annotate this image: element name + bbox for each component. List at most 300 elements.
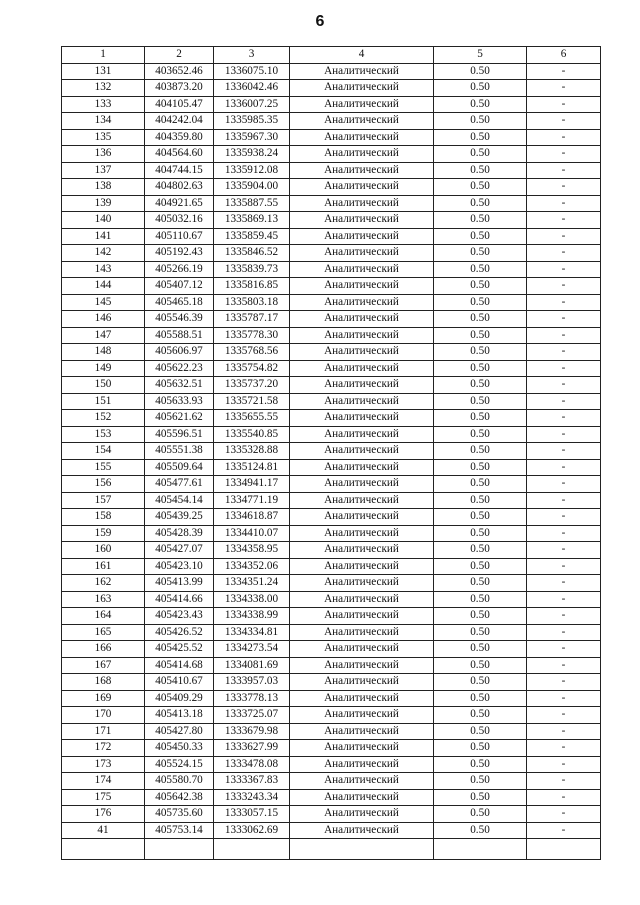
cell-y-coordinate: 1335912.08 (214, 162, 290, 179)
cell-x-coordinate: 403873.20 (145, 80, 214, 97)
cell-point-number: 165 (62, 624, 145, 641)
table-row (62, 195, 601, 212)
cell-y-coordinate: 1335887.55 (214, 195, 290, 212)
cell-x-coordinate: 405642.38 (145, 789, 214, 806)
table-body (62, 63, 601, 860)
empty-cell (434, 839, 527, 860)
cell-point-number: 144 (62, 278, 145, 295)
table-row (62, 443, 601, 460)
table-row (62, 245, 601, 262)
cell-x-coordinate: 405509.64 (145, 459, 214, 476)
cell-point-number: 138 (62, 179, 145, 196)
cell-description: - (527, 410, 601, 427)
cell-point-number: 160 (62, 542, 145, 559)
cell-description: - (527, 789, 601, 806)
cell-method: Аналитический (290, 822, 434, 839)
table-row (62, 624, 601, 641)
cell-description: - (527, 443, 601, 460)
empty-row (62, 839, 601, 860)
cell-x-coordinate: 404242.04 (145, 113, 214, 130)
cell-accuracy: 0.50 (434, 624, 527, 641)
table-row (62, 509, 601, 526)
empty-cell (62, 839, 145, 860)
cell-x-coordinate: 405753.14 (145, 822, 214, 839)
cell-point-number: 167 (62, 657, 145, 674)
cell-description: - (527, 393, 601, 410)
cell-x-coordinate: 405414.68 (145, 657, 214, 674)
cell-method: Аналитический (290, 146, 434, 163)
table-row (62, 690, 601, 707)
table-row (62, 806, 601, 823)
cell-method: Аналитический (290, 558, 434, 575)
cell-y-coordinate: 1334273.54 (214, 641, 290, 658)
cell-method: Аналитический (290, 294, 434, 311)
cell-description: - (527, 294, 601, 311)
cell-y-coordinate: 1334618.87 (214, 509, 290, 526)
cell-x-coordinate: 405580.70 (145, 773, 214, 790)
table-row (62, 740, 601, 757)
table-row (62, 278, 601, 295)
cell-method: Аналитический (290, 195, 434, 212)
cell-point-number: 149 (62, 360, 145, 377)
cell-accuracy: 0.50 (434, 773, 527, 790)
cell-description: - (527, 146, 601, 163)
cell-description: - (527, 63, 601, 80)
cell-point-number: 137 (62, 162, 145, 179)
cell-x-coordinate: 405192.43 (145, 245, 214, 262)
cell-x-coordinate: 405266.19 (145, 261, 214, 278)
table-row (62, 822, 601, 839)
cell-x-coordinate: 405427.80 (145, 723, 214, 740)
cell-accuracy: 0.50 (434, 278, 527, 295)
table-row (62, 327, 601, 344)
cell-point-number: 134 (62, 113, 145, 130)
table-row (62, 426, 601, 443)
empty-cell (214, 839, 290, 860)
cell-point-number: 173 (62, 756, 145, 773)
cell-description: - (527, 641, 601, 658)
cell-x-coordinate: 405551.38 (145, 443, 214, 460)
header-cell-point: 1 (62, 47, 145, 64)
cell-x-coordinate: 405632.51 (145, 377, 214, 394)
cell-description: - (527, 113, 601, 130)
cell-x-coordinate: 405524.15 (145, 756, 214, 773)
cell-accuracy: 0.50 (434, 245, 527, 262)
cell-y-coordinate: 1333367.83 (214, 773, 290, 790)
cell-description: - (527, 96, 601, 113)
cell-description: - (527, 179, 601, 196)
cell-accuracy: 0.50 (434, 674, 527, 691)
cell-description: - (527, 129, 601, 146)
cell-y-coordinate: 1333062.69 (214, 822, 290, 839)
cell-x-coordinate: 405410.67 (145, 674, 214, 691)
cell-method: Аналитический (290, 773, 434, 790)
cell-y-coordinate: 1335816.85 (214, 278, 290, 295)
cell-method: Аналитический (290, 228, 434, 245)
cell-method: Аналитический (290, 459, 434, 476)
cell-accuracy: 0.50 (434, 113, 527, 130)
cell-y-coordinate: 1335859.45 (214, 228, 290, 245)
cell-accuracy: 0.50 (434, 756, 527, 773)
cell-point-number: 147 (62, 327, 145, 344)
cell-y-coordinate: 1335655.55 (214, 410, 290, 427)
cell-accuracy: 0.50 (434, 294, 527, 311)
cell-method: Аналитический (290, 575, 434, 592)
table-row (62, 591, 601, 608)
cell-description: - (527, 723, 601, 740)
table-row (62, 311, 601, 328)
cell-method: Аналитический (290, 344, 434, 361)
cell-x-coordinate: 404359.80 (145, 129, 214, 146)
cell-x-coordinate: 405454.14 (145, 492, 214, 509)
cell-y-coordinate: 1334338.99 (214, 608, 290, 625)
cell-accuracy: 0.50 (434, 410, 527, 427)
cell-accuracy: 0.50 (434, 80, 527, 97)
cell-description: - (527, 492, 601, 509)
cell-point-number: 175 (62, 789, 145, 806)
cell-description: - (527, 822, 601, 839)
cell-accuracy: 0.50 (434, 162, 527, 179)
cell-description: - (527, 245, 601, 262)
cell-accuracy: 0.50 (434, 641, 527, 658)
cell-description: - (527, 806, 601, 823)
cell-y-coordinate: 1334338.00 (214, 591, 290, 608)
cell-accuracy: 0.50 (434, 509, 527, 526)
cell-method: Аналитический (290, 113, 434, 130)
cell-x-coordinate: 405427.07 (145, 542, 214, 559)
cell-accuracy: 0.50 (434, 146, 527, 163)
cell-description: - (527, 756, 601, 773)
cell-point-number: 141 (62, 228, 145, 245)
cell-x-coordinate: 405546.39 (145, 311, 214, 328)
cell-accuracy: 0.50 (434, 377, 527, 394)
cell-accuracy: 0.50 (434, 575, 527, 592)
cell-x-coordinate: 405413.99 (145, 575, 214, 592)
table-row (62, 294, 601, 311)
cell-method: Аналитический (290, 443, 434, 460)
cell-y-coordinate: 1335967.30 (214, 129, 290, 146)
table-row (62, 228, 601, 245)
cell-point-number: 41 (62, 822, 145, 839)
cell-method: Аналитический (290, 96, 434, 113)
coordinates-table (61, 46, 601, 860)
cell-y-coordinate: 1335803.18 (214, 294, 290, 311)
table-row (62, 96, 601, 113)
cell-x-coordinate: 405606.97 (145, 344, 214, 361)
cell-accuracy: 0.50 (434, 525, 527, 542)
cell-point-number: 142 (62, 245, 145, 262)
cell-y-coordinate: 1335721.58 (214, 393, 290, 410)
cell-accuracy: 0.50 (434, 344, 527, 361)
cell-accuracy: 0.50 (434, 96, 527, 113)
cell-description: - (527, 80, 601, 97)
cell-x-coordinate: 404744.15 (145, 162, 214, 179)
cell-description: - (527, 624, 601, 641)
cell-point-number: 156 (62, 476, 145, 493)
cell-method: Аналитический (290, 360, 434, 377)
cell-x-coordinate: 405622.23 (145, 360, 214, 377)
cell-y-coordinate: 1333778.13 (214, 690, 290, 707)
cell-point-number: 162 (62, 575, 145, 592)
cell-description: - (527, 212, 601, 229)
cell-y-coordinate: 1335328.88 (214, 443, 290, 460)
cell-point-number: 152 (62, 410, 145, 427)
cell-x-coordinate: 404921.65 (145, 195, 214, 212)
cell-method: Аналитический (290, 674, 434, 691)
table-row (62, 789, 601, 806)
header-cell-method: 4 (290, 47, 434, 64)
cell-y-coordinate: 1335839.73 (214, 261, 290, 278)
cell-point-number: 143 (62, 261, 145, 278)
table-row (62, 773, 601, 790)
cell-y-coordinate: 1334352.06 (214, 558, 290, 575)
cell-y-coordinate: 1334351.24 (214, 575, 290, 592)
cell-description: - (527, 311, 601, 328)
header-cell-y: 3 (214, 47, 290, 64)
table-row (62, 723, 601, 740)
cell-x-coordinate: 405465.18 (145, 294, 214, 311)
table-row (62, 393, 601, 410)
table-row (62, 179, 601, 196)
cell-method: Аналитический (290, 690, 434, 707)
cell-y-coordinate: 1333679.98 (214, 723, 290, 740)
table-row (62, 146, 601, 163)
cell-accuracy: 0.50 (434, 228, 527, 245)
cell-point-number: 166 (62, 641, 145, 658)
empty-cell (290, 839, 434, 860)
cell-point-number: 170 (62, 707, 145, 724)
table-row (62, 641, 601, 658)
table-row (62, 575, 601, 592)
table-row (62, 162, 601, 179)
cell-x-coordinate: 405414.66 (145, 591, 214, 608)
cell-accuracy: 0.50 (434, 690, 527, 707)
cell-point-number: 145 (62, 294, 145, 311)
table-row (62, 492, 601, 509)
table-row (62, 212, 601, 229)
cell-y-coordinate: 1335846.52 (214, 245, 290, 262)
cell-y-coordinate: 1335540.85 (214, 426, 290, 443)
cell-point-number: 148 (62, 344, 145, 361)
cell-accuracy: 0.50 (434, 591, 527, 608)
cell-description: - (527, 657, 601, 674)
cell-y-coordinate: 1335768.56 (214, 344, 290, 361)
cell-method: Аналитический (290, 245, 434, 262)
cell-method: Аналитический (290, 278, 434, 295)
cell-x-coordinate: 405425.52 (145, 641, 214, 658)
table-row (62, 525, 601, 542)
cell-method: Аналитический (290, 657, 434, 674)
cell-description: - (527, 773, 601, 790)
cell-method: Аналитический (290, 426, 434, 443)
cell-method: Аналитический (290, 740, 434, 757)
cell-method: Аналитический (290, 63, 434, 80)
cell-y-coordinate: 1334410.07 (214, 525, 290, 542)
cell-x-coordinate: 405735.60 (145, 806, 214, 823)
cell-point-number: 155 (62, 459, 145, 476)
cell-method: Аналитический (290, 410, 434, 427)
cell-description: - (527, 674, 601, 691)
cell-y-coordinate: 1333243.34 (214, 789, 290, 806)
cell-y-coordinate: 1335938.24 (214, 146, 290, 163)
cell-point-number: 163 (62, 591, 145, 608)
cell-y-coordinate: 1334081.69 (214, 657, 290, 674)
cell-y-coordinate: 1335124.81 (214, 459, 290, 476)
cell-y-coordinate: 1333057.15 (214, 806, 290, 823)
cell-x-coordinate: 405032.16 (145, 212, 214, 229)
table-row (62, 377, 601, 394)
cell-accuracy: 0.50 (434, 707, 527, 724)
cell-description: - (527, 740, 601, 757)
table-row (62, 558, 601, 575)
cell-description: - (527, 426, 601, 443)
cell-description: - (527, 195, 601, 212)
cell-point-number: 174 (62, 773, 145, 790)
cell-description: - (527, 525, 601, 542)
cell-point-number: 176 (62, 806, 145, 823)
cell-x-coordinate: 405588.51 (145, 327, 214, 344)
cell-point-number: 159 (62, 525, 145, 542)
table-row (62, 459, 601, 476)
cell-x-coordinate: 404564.60 (145, 146, 214, 163)
cell-method: Аналитический (290, 707, 434, 724)
cell-y-coordinate: 1335754.82 (214, 360, 290, 377)
cell-y-coordinate: 1335869.13 (214, 212, 290, 229)
cell-method: Аналитический (290, 311, 434, 328)
cell-point-number: 136 (62, 146, 145, 163)
table-row (62, 674, 601, 691)
cell-method: Аналитический (290, 179, 434, 196)
cell-description: - (527, 542, 601, 559)
cell-accuracy: 0.50 (434, 360, 527, 377)
header-row (62, 47, 601, 64)
cell-point-number: 158 (62, 509, 145, 526)
cell-accuracy: 0.50 (434, 723, 527, 740)
cell-method: Аналитический (290, 756, 434, 773)
cell-y-coordinate: 1336075.10 (214, 63, 290, 80)
cell-description: - (527, 591, 601, 608)
cell-accuracy: 0.50 (434, 311, 527, 328)
cell-y-coordinate: 1335778.30 (214, 327, 290, 344)
cell-method: Аналитический (290, 525, 434, 542)
cell-x-coordinate: 405409.29 (145, 690, 214, 707)
cell-point-number: 151 (62, 393, 145, 410)
cell-point-number: 132 (62, 80, 145, 97)
cell-accuracy: 0.50 (434, 195, 527, 212)
cell-point-number: 140 (62, 212, 145, 229)
cell-y-coordinate: 1335904.00 (214, 179, 290, 196)
cell-description: - (527, 278, 601, 295)
table-row (62, 113, 601, 130)
cell-y-coordinate: 1335985.35 (214, 113, 290, 130)
cell-point-number: 153 (62, 426, 145, 443)
cell-accuracy: 0.50 (434, 476, 527, 493)
cell-x-coordinate: 405633.93 (145, 393, 214, 410)
cell-x-coordinate: 405413.18 (145, 707, 214, 724)
cell-y-coordinate: 1334358.95 (214, 542, 290, 559)
cell-description: - (527, 459, 601, 476)
cell-x-coordinate: 405450.33 (145, 740, 214, 757)
cell-accuracy: 0.50 (434, 327, 527, 344)
table-row (62, 476, 601, 493)
cell-point-number: 171 (62, 723, 145, 740)
cell-x-coordinate: 405439.25 (145, 509, 214, 526)
table-row (62, 707, 601, 724)
cell-description: - (527, 476, 601, 493)
table-row (62, 360, 601, 377)
cell-y-coordinate: 1333627.99 (214, 740, 290, 757)
cell-point-number: 135 (62, 129, 145, 146)
cell-point-number: 169 (62, 690, 145, 707)
cell-accuracy: 0.50 (434, 740, 527, 757)
header-cell-description: 6 (527, 47, 601, 64)
cell-x-coordinate: 405110.67 (145, 228, 214, 245)
cell-description: - (527, 608, 601, 625)
cell-point-number: 139 (62, 195, 145, 212)
cell-method: Аналитический (290, 789, 434, 806)
table-row (62, 756, 601, 773)
cell-method: Аналитический (290, 624, 434, 641)
cell-method: Аналитический (290, 212, 434, 229)
cell-accuracy: 0.50 (434, 393, 527, 410)
cell-accuracy: 0.50 (434, 212, 527, 229)
cell-accuracy: 0.50 (434, 558, 527, 575)
cell-accuracy: 0.50 (434, 179, 527, 196)
cell-y-coordinate: 1335787.17 (214, 311, 290, 328)
page-number: 6 (315, 13, 325, 30)
header-cell-x: 2 (145, 47, 214, 64)
cell-method: Аналитический (290, 129, 434, 146)
cell-point-number: 161 (62, 558, 145, 575)
cell-accuracy: 0.50 (434, 542, 527, 559)
cell-y-coordinate: 1334941.17 (214, 476, 290, 493)
table-row (62, 63, 601, 80)
cell-accuracy: 0.50 (434, 443, 527, 460)
cell-description: - (527, 344, 601, 361)
cell-method: Аналитический (290, 80, 434, 97)
cell-method: Аналитический (290, 492, 434, 509)
empty-cell (145, 839, 214, 860)
cell-description: - (527, 707, 601, 724)
cell-accuracy: 0.50 (434, 657, 527, 674)
cell-method: Аналитический (290, 162, 434, 179)
cell-point-number: 154 (62, 443, 145, 460)
cell-method: Аналитический (290, 509, 434, 526)
cell-y-coordinate: 1333478.08 (214, 756, 290, 773)
cell-accuracy: 0.50 (434, 63, 527, 80)
cell-x-coordinate: 405477.61 (145, 476, 214, 493)
cell-description: - (527, 377, 601, 394)
cell-x-coordinate: 405596.51 (145, 426, 214, 443)
cell-accuracy: 0.50 (434, 789, 527, 806)
cell-method: Аналитический (290, 608, 434, 625)
cell-accuracy: 0.50 (434, 129, 527, 146)
cell-method: Аналитический (290, 261, 434, 278)
cell-point-number: 133 (62, 96, 145, 113)
cell-description: - (527, 162, 601, 179)
cell-x-coordinate: 404105.47 (145, 96, 214, 113)
cell-accuracy: 0.50 (434, 806, 527, 823)
cell-method: Аналитический (290, 393, 434, 410)
cell-y-coordinate: 1333725.07 (214, 707, 290, 724)
cell-x-coordinate: 405621.62 (145, 410, 214, 427)
cell-y-coordinate: 1336007.25 (214, 96, 290, 113)
cell-y-coordinate: 1334334.81 (214, 624, 290, 641)
cell-point-number: 168 (62, 674, 145, 691)
cell-x-coordinate: 405428.39 (145, 525, 214, 542)
cell-method: Аналитический (290, 806, 434, 823)
cell-description: - (527, 558, 601, 575)
